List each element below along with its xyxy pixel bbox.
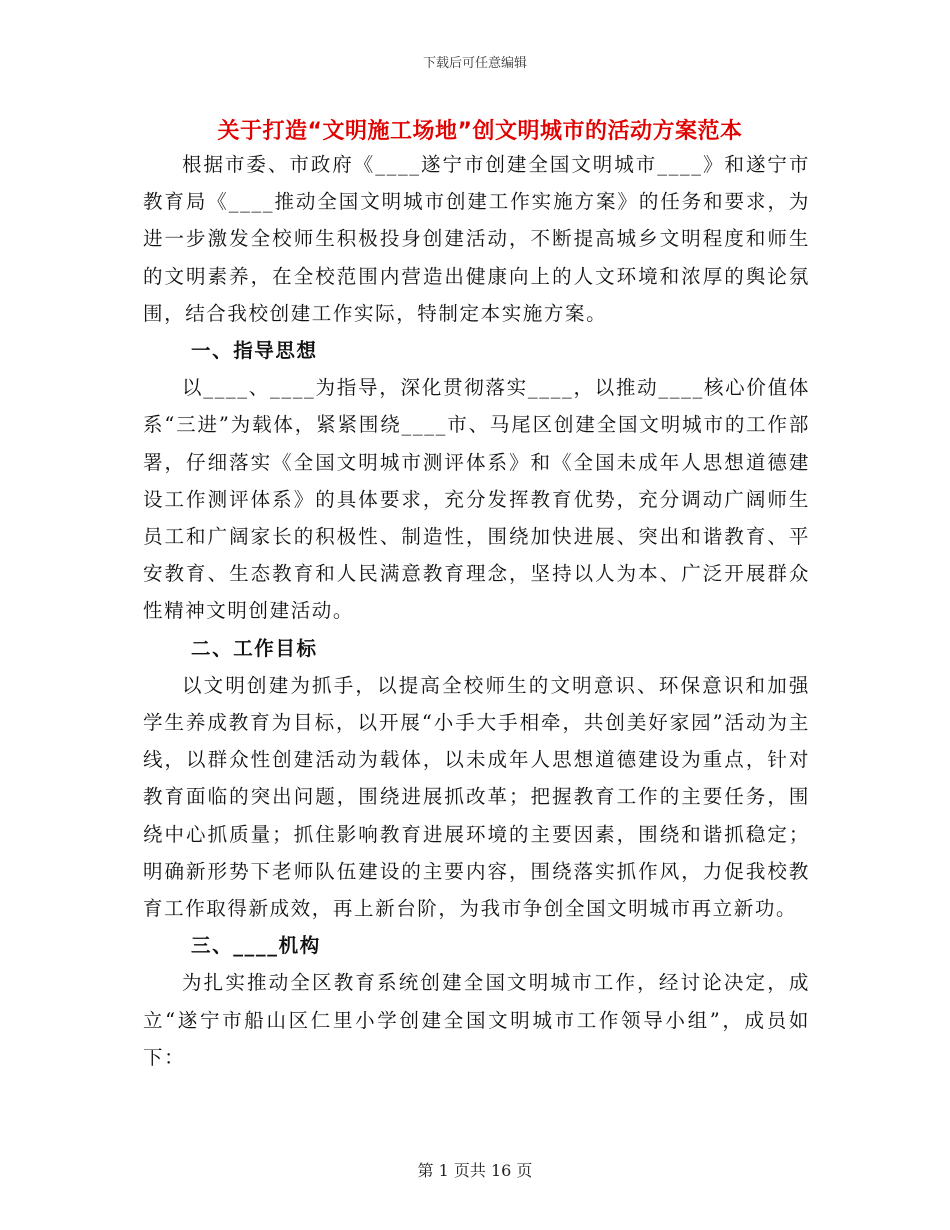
page-header: 下载后可任意编辑 bbox=[422, 56, 527, 71]
paragraph-intro: 根据市委、市政府《____遂宁市创建全国文明城市____》和遂宁市教育局《____推动全国文明城市创建工作实施方案》的任务和要求，为进一步激发全校师生积极投身创建活动，不断提高城乡文明程度和师生的文明素养，在全校范围内营造出健康向上的人文环境和浓厚的舆论氛围，结合我校创建工作实际，特制定本实施方案。 bbox=[143, 153, 810, 325]
section-heading-work-goals: 二、工作目标 bbox=[191, 636, 318, 660]
paragraph-work-goals: 以文明创建为抓手，以提高全校师生的文明意识、环保意识和加强学生养成教育为目标，以开展“小手大手相牵，共创美好家园”活动为主线，以群众性创建活动为载体，以未成年人思想道德建设为重点，针对教育面临的突出问题，围绕进展抓改革；把握教育工作的主要任务，围绕中心抓质量；抓住影响教育进展环境的主要因素，围绕和谐抓稳定；明确新形势下老师队伍建设的主要内容，围绕落实抓作风，力促我校教育工作取得新成效，再上新台阶，为我市争创全国文明城市再立新功。 bbox=[143, 673, 810, 921]
document-title: 关于打造“文明施工场地”创文明城市的活动方案范本 bbox=[217, 119, 743, 144]
page-footer: 第 1 页共 16 页 bbox=[417, 1161, 533, 1180]
section-heading-guiding-ideology: 一、指导思想 bbox=[191, 339, 318, 363]
document-body bbox=[143, 146, 810, 1076]
paragraph-guiding-ideology: 以____、____为指导，深化贯彻落实____，以推动____核心价值体系“三进”为载体，紧紧围绕____市、马尾区创建全国文明城市的工作部署，仔细落实《全国文明城市测评体系》和《全国未成年人思想道德建设工作测评体系》的具体要求，充分发挥教育优势，充分调动广阔师生员工和广阔家长的积极性、制造性，围绕加快进展、突出和谐教育、平安教育、生态教育和人民满意教育理念，坚持以人为本、广泛开展群众性精神文明创建活动。 bbox=[143, 376, 810, 623]
paragraph-organization: 为扎实推动全区教育系统创建全国文明城市工作，经讨论决定，成立“遂宁市船山区仁里小学创建全国文明城市工作领导小组”，成员如下： bbox=[143, 971, 810, 1069]
section-heading-organization: 三、____机构 bbox=[191, 934, 321, 958]
